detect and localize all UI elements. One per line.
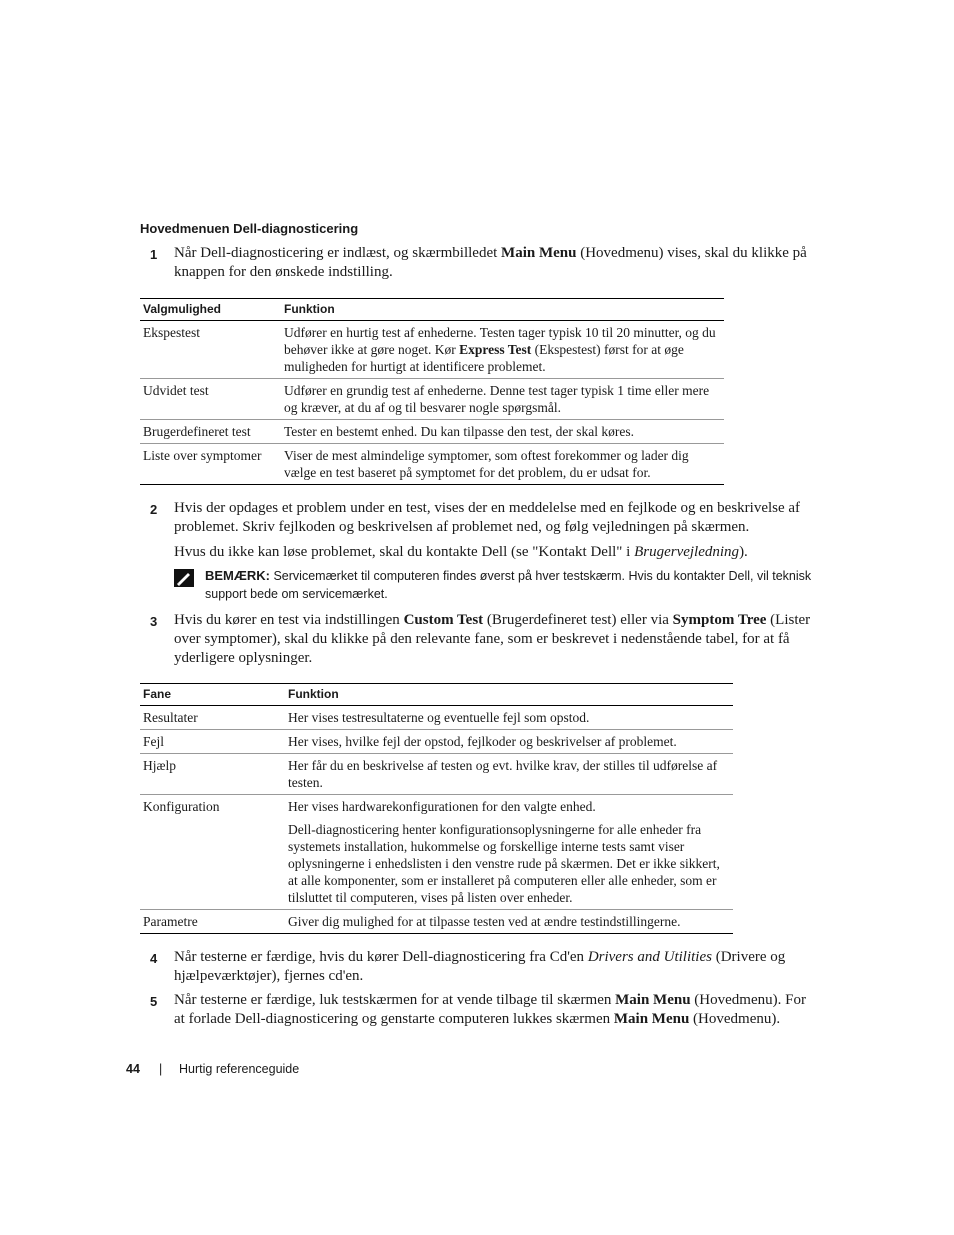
table-row (140, 730, 733, 754)
step-1 (140, 244, 820, 282)
step-number: 4 (150, 951, 158, 966)
function-cell: Viser de mest almindelige symptomer, som oftest forekommer og lader dig vælge en test baseret på symptomet for det problem, du er udsat for. (281, 444, 724, 485)
function-cell: Her vises testresultaterne og eventuelle fejl som opstod. (285, 706, 733, 730)
function-cell: Udfører en grundig test af enhederne. Denne test tager typisk 1 time eller mere og kræver, at du af og til besvarer nogle spørgsmål. (281, 379, 724, 420)
step-4 (140, 948, 820, 986)
table-row (140, 754, 733, 795)
step-text: Når Dell-diagnosticering er indlæst, og skærmbilledet Main Menu (Hovedmenu) vises, skal du klikke på knappen for den ønskede indstilling. (174, 245, 807, 280)
table-row (140, 321, 724, 379)
column-header: Fane (140, 684, 285, 706)
table-row (140, 795, 733, 910)
footer-title: Hurtig referenceguide (179, 1062, 300, 1076)
step-text: Når testerne er færdige, luk testskærmen for at vende tilbage til skærmen Main Menu (Hovedmenu). For at forlade Dell-diagnosticering og genstarte computeren lukkes skærmen Main Menu (Hovedmenu). (174, 992, 806, 1027)
function-cell: Her får du en beskrivelse af testen og evt. hvilke krav, der stilles til udførelse af testen. (285, 754, 733, 795)
table-header-row (140, 299, 724, 321)
step-text: Hvis der opdages et problem under en test, vises der en meddelelse med en fejlkode og en beskrivelse af problemet. Skriv fejlkoden og beskrivelsen af problemet ned, og følg vejledningen på skærmen. (174, 500, 801, 535)
table-header-row (140, 684, 733, 706)
note (174, 567, 824, 603)
options-table (140, 298, 724, 485)
tab-cell: Hjælp (140, 754, 285, 795)
tab-cell: Konfiguration (140, 795, 285, 910)
table-row (140, 706, 733, 730)
tabs-table (140, 683, 733, 934)
tab-cell: Resultater (140, 706, 285, 730)
step-text: Når testerne er færdige, hvis du kører Dell-diagnosticering fra Cd'en Drivers and Utilities (Drivere og hjælpeværktøjer), fjernes cd'en. (174, 949, 786, 984)
column-header: Funktion (285, 684, 733, 706)
section-title: Hovedmenuen Dell-diagnosticering (140, 221, 359, 236)
option-cell: Liste over symptomer (140, 444, 281, 485)
step-number: 1 (150, 247, 158, 262)
option-cell: Ekspestest (140, 321, 281, 379)
page-number: 44 (126, 1062, 140, 1076)
function-cell: Her vises hardwarekonfigurationen for den valgte enhed. Dell-diagnosticering henter konfigurationsoplysningerne for alle enheder fra systemets installation, hukommelse og forskellige interne tests samt viser oplysningerne i enhedslisten i den venstre rude på skærmen. Det er ikke sikkert, at alle komponenter, som er installeret på computeren eller alle enheder, som er tilsluttet til computeren, vises på listen over enheder. (285, 795, 733, 910)
tab-cell: Fejl (140, 730, 285, 754)
step-5 (140, 991, 820, 1029)
tab-cell: Parametre (140, 910, 285, 934)
column-header: Valgmulighed (140, 299, 281, 321)
step-3 (140, 611, 820, 668)
table-row (140, 910, 733, 934)
page-footer (126, 1062, 300, 1076)
function-cell: Giver dig mulighed for at tilpasse testen ved at ændre testindstillingerne. (285, 910, 733, 934)
note-text: BEMÆRK: Servicemærket til computeren findes øverst på hver testskærm. Hvis du kontakter Dell, vil teknisk support bede om servicemærket. (205, 568, 812, 601)
step-2 (140, 499, 820, 562)
note-label: BEMÆRK: (205, 568, 270, 583)
function-cell: Tester en bestemt enhed. Du kan tilpasse den test, der skal køres. (281, 420, 724, 444)
step-number: 5 (150, 994, 158, 1009)
column-header: Funktion (281, 299, 724, 321)
step-number: 3 (150, 614, 158, 629)
table-row (140, 420, 724, 444)
function-cell: Udfører en hurtig test af enhederne. Testen tager typisk 10 til 20 minutter, og du behøver ikke at gøre noget. Kør Express Test (Ekspestest) først for at øge muligheden for hurtigt at identificere problemet. (281, 321, 724, 379)
step-number: 2 (150, 502, 158, 517)
step-paragraph: Hvus du ikke kan løse problemet, skal du kontakte Dell (se "Kontakt Dell" i Brugervejledning). (174, 544, 748, 560)
footer-separator: | (159, 1062, 163, 1076)
table-row (140, 444, 724, 485)
table-row (140, 379, 724, 420)
step-text: Hvis du kører en test via indstillingen Custom Test (Brugerdefineret test) eller via Symptom Tree (Lister over symptomer), skal du klikke på den relevante fane, som er beskrevet i nedenstående tabel, for at få yderligere oplysninger. (174, 612, 811, 666)
function-cell: Her vises, hvilke fejl der opstod, fejlkoder og beskrivelser af problemet. (285, 730, 733, 754)
note-pencil-icon (174, 569, 194, 587)
option-cell: Brugerdefineret test (140, 420, 281, 444)
option-cell: Udvidet test (140, 379, 281, 420)
